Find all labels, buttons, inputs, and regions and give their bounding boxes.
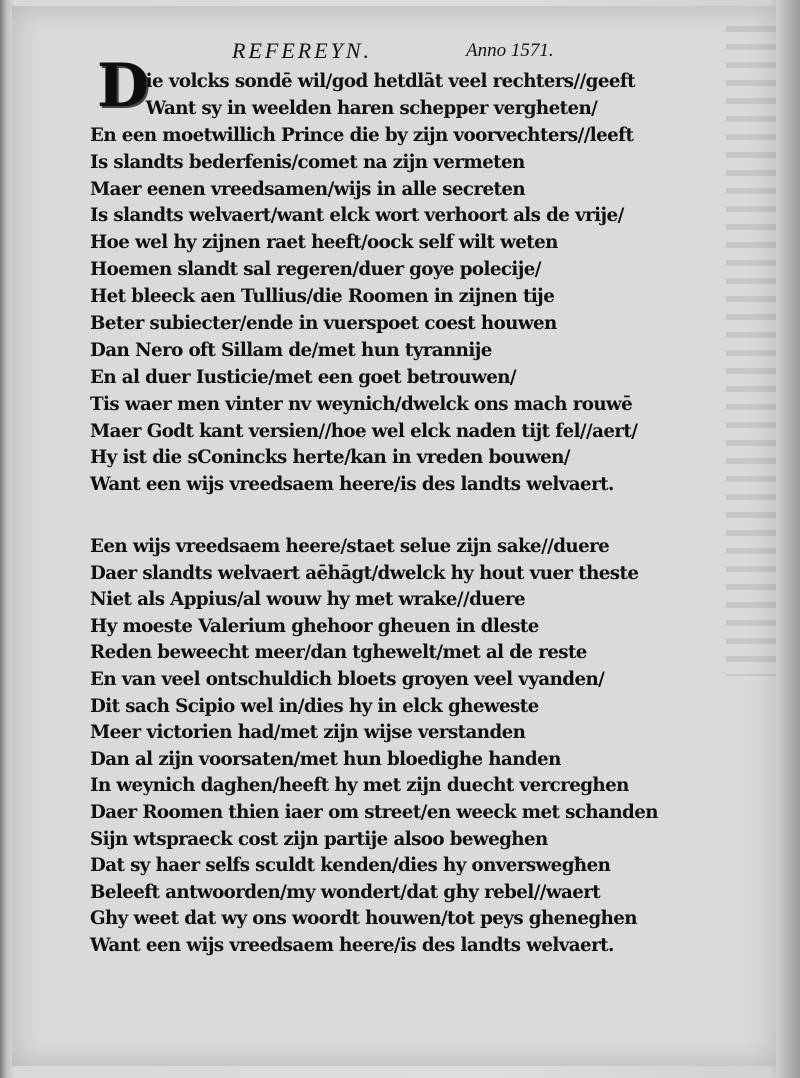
verse-line: Is slandts bederfenis/comet na zijn vermeten <box>90 150 525 173</box>
verse-line: Tis waer men vinter nv weynich/dwelck ons mach rouwē <box>90 392 633 415</box>
stanza-1 <box>90 68 730 498</box>
verse-line: En een moetwillich Prince die by zijn voorvechters//leeft <box>90 123 634 146</box>
verse-line: Meer victorien had/met zijn wijse verstanden <box>90 721 526 744</box>
verse-line: Hy ist die sConincks herte/kan in vreden bouwen/ <box>90 446 570 469</box>
verse-line: En van veel ontschuldich bloets groyen veel vyanden/ <box>90 667 605 690</box>
bleed-through-text <box>726 26 776 676</box>
refrain-line: Want een wijs vreedsaem heere/is des landts welvaert. <box>90 933 614 956</box>
stanza-2 <box>90 533 730 959</box>
verse-line: Reden beweecht meer/dan tghewelt/met al de reste <box>90 641 587 664</box>
verse-line: Dit sach Scipio wel in/dies hy in elck gheweste <box>90 694 539 717</box>
verse-line: ie volcks sondē wil/god hetdlāt veel rechters//geeft <box>145 70 636 92</box>
verse-line: Want sy in weelden haren schepper vergheten/ <box>145 96 598 119</box>
verse-line: Dat sy haer selfs sculdt kenden/dies hy onverswegħen <box>90 854 611 877</box>
verse-line: Dan Nero oft Sillam de/met hun tyrannije <box>90 338 492 361</box>
verse-line: Het bleeck aen Tullius/die Roomen in zijnen tije <box>90 285 555 308</box>
verse-line: Dan al zijn voorsaten/met hun bloedighe handen <box>90 747 561 770</box>
verse-line: Hoe wel hy zijnen raet heeft/oock self wilt weten <box>90 231 558 254</box>
refrain-line: Want een wijs vreedsaem heere/is des landts welvaert. <box>90 473 614 496</box>
verse-line: Niet als Appius/al wouw hy met wrake//duere <box>90 588 526 611</box>
verse-line: Ghy weet dat wy ons woordt houwen/tot peys gheneghen <box>90 907 637 930</box>
verse-line: In weynich daghen/heeft hy met zijn duecht vercreghen <box>90 774 629 797</box>
page-edge <box>776 0 800 1078</box>
verse-line: Daer slandts welvaert aēhāgt/dwelck hy hout vuer theste <box>90 561 639 584</box>
verse-line: Maer Godt kant versien//hoe wel elck naden tijt fel//aert/ <box>90 419 638 442</box>
verse-line: Beleeft antwoorden/my wondert/dat ghy rebel//waert <box>90 880 601 903</box>
verse-line: Hoemen slandt sal regeren/duer goye polecije/ <box>90 258 541 281</box>
verse-line: Beter subiecter/ende in vuerspoet coest houwen <box>90 312 557 335</box>
verse-line: En al duer Iusticie/met een goet betrouwen/ <box>90 365 516 388</box>
decorated-initial: D <box>96 51 150 121</box>
verse-line: Hy moeste Valerium ghehoor gheuen in dleste <box>90 614 539 637</box>
verse-line: Daer Roomen thien iaer om street/en weeck met schanden <box>90 800 658 823</box>
running-header <box>232 38 612 68</box>
verse-line: Is slandts welvaert/want elck wort verhoort als de vrije/ <box>90 204 624 227</box>
verse-line: Maer eenen vreedsamen/wijs in alle secreten <box>90 177 526 200</box>
header-year: Anno 1571. <box>466 40 554 61</box>
verse-line: Een wijs vreedsaem heere/staet selue zijn sake//duere <box>90 535 610 557</box>
verse-line: Sijn wtspraeck cost zijn partije alsoo beweghen <box>90 827 548 850</box>
header-title: REFEREYN. <box>232 38 373 63</box>
